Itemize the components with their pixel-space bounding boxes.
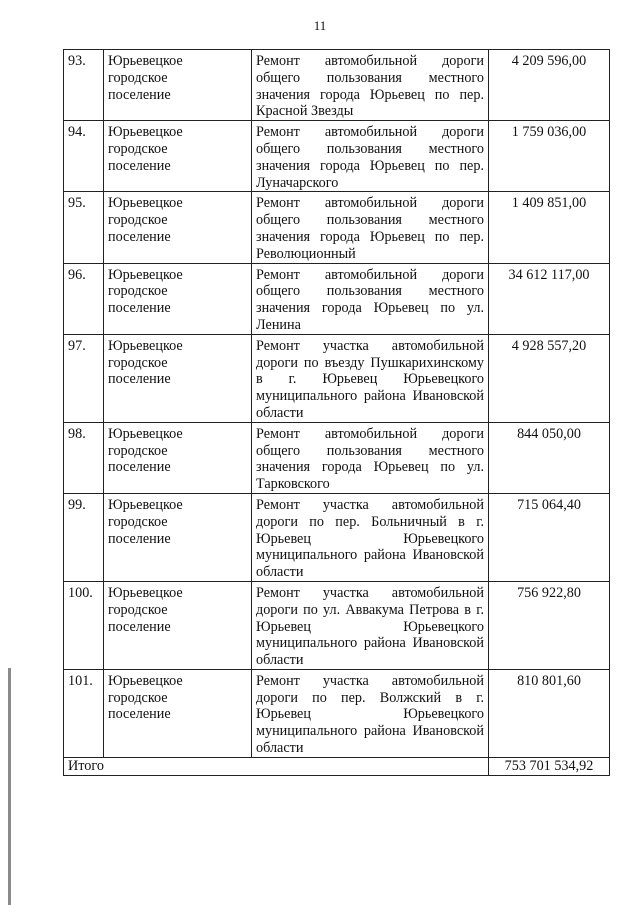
amount-cell: 756 922,80	[489, 581, 610, 669]
amount-cell: 715 064,40	[489, 493, 610, 581]
row-number: 99.	[64, 493, 104, 581]
funding-table	[63, 49, 610, 776]
settlement-cell: Юрьевецкое городское поселение	[104, 334, 252, 422]
description-cell: Ремонт автомобильной дороги общего пользования местного значения города Юрьевец по пер. Красной Звезды	[252, 50, 489, 121]
table-row	[64, 581, 610, 669]
row-number: 95.	[64, 192, 104, 263]
row-number: 100.	[64, 581, 104, 669]
total-row	[64, 757, 610, 775]
amount-cell: 4 928 557,20	[489, 334, 610, 422]
total-amount: 753 701 534,92	[489, 757, 610, 775]
table-row	[64, 121, 610, 192]
description-cell: Ремонт участка автомобильной дороги по пер. Больничный в г. Юрьевец Юрьевецкого муниципального района Ивановской области	[252, 493, 489, 581]
settlement-cell: Юрьевецкое городское поселение	[104, 121, 252, 192]
page-number: 11	[313, 18, 327, 33]
settlement-cell: Юрьевецкое городское поселение	[104, 581, 252, 669]
description-cell: Ремонт автомобильной дороги общего пользования местного значения города Юрьевец по ул. Тарковского	[252, 422, 489, 493]
amount-cell: 1 409 851,00	[489, 192, 610, 263]
row-number: 94.	[64, 121, 104, 192]
row-number: 98.	[64, 422, 104, 493]
description-cell: Ремонт участка автомобильной дороги по въезду Пушкарихинскому в г. Юрьевец Юрьевецкого муниципального района Ивановской области	[252, 334, 489, 422]
settlement-cell: Юрьевецкое городское поселение	[104, 422, 252, 493]
description-cell: Ремонт участка автомобильной дороги по ул. Аввакума Петрова в г. Юрьевец Юрьевецкого муниципального района Ивановской области	[252, 581, 489, 669]
table-row	[64, 334, 610, 422]
row-number: 96.	[64, 263, 104, 334]
table-row	[64, 263, 610, 334]
row-number: 101.	[64, 669, 104, 757]
description-cell: Ремонт участка автомобильной дороги по пер. Волжский в г. Юрьевец Юрьевецкого муниципального района Ивановской области	[252, 669, 489, 757]
table-row	[64, 422, 610, 493]
table-row	[64, 50, 610, 121]
settlement-cell: Юрьевецкое городское поселение	[104, 192, 252, 263]
row-number: 93.	[64, 50, 104, 121]
settlement-cell: Юрьевецкое городское поселение	[104, 493, 252, 581]
row-number: 97.	[64, 334, 104, 422]
description-cell: Ремонт автомобильной дороги общего пользования местного значения города Юрьевец по пер. Революционный	[252, 192, 489, 263]
settlement-cell: Юрьевецкое городское поселение	[104, 669, 252, 757]
total-label: Итого	[64, 757, 489, 775]
table-row	[64, 493, 610, 581]
amount-cell: 34 612 117,00	[489, 263, 610, 334]
settlement-cell: Юрьевецкое городское поселение	[104, 50, 252, 121]
table-row	[64, 669, 610, 757]
settlement-cell: Юрьевецкое городское поселение	[104, 263, 252, 334]
amount-cell: 810 801,60	[489, 669, 610, 757]
amount-cell: 844 050,00	[489, 422, 610, 493]
description-cell: Ремонт автомобильной дороги общего пользования местного значения города Юрьевец по пер. Луначарского	[252, 121, 489, 192]
amount-cell: 4 209 596,00	[489, 50, 610, 121]
scan-margin-line	[8, 668, 11, 905]
amount-cell: 1 759 036,00	[489, 121, 610, 192]
description-cell: Ремонт автомобильной дороги общего пользования местного значения города Юрьевец по ул. Ленина	[252, 263, 489, 334]
table-row	[64, 192, 610, 263]
